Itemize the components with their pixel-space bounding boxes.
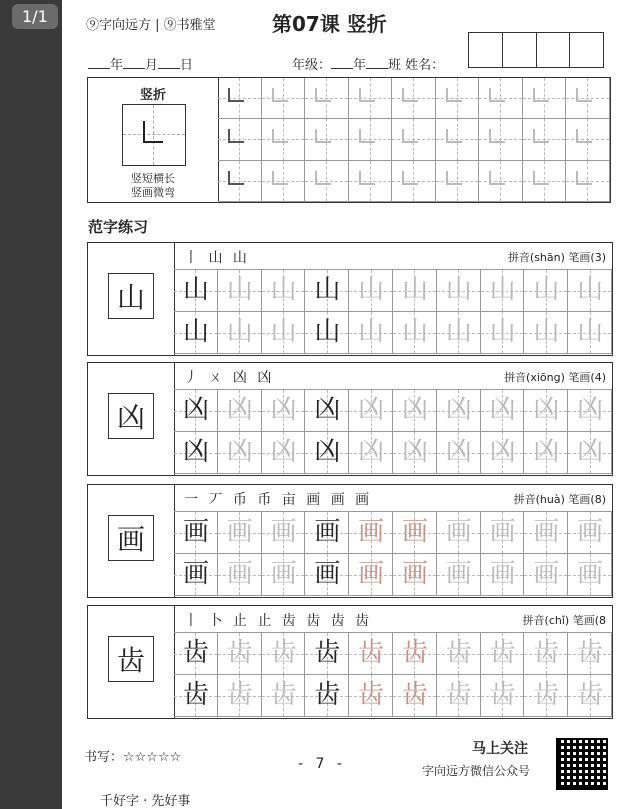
practice-cell[interactable] (436, 161, 480, 202)
model-character: 凶 (108, 393, 154, 439)
practice-character: 画 (445, 559, 472, 589)
practice-cell[interactable] (349, 119, 393, 160)
practice-cell[interactable] (393, 512, 437, 554)
practice-cell[interactable] (437, 390, 481, 432)
practice-cell[interactable] (349, 161, 393, 202)
model-character-card (88, 363, 175, 475)
practice-cell[interactable] (437, 633, 481, 675)
character-practice-grid[interactable] (174, 389, 612, 474)
practice-character: 山 (533, 317, 560, 347)
practice-cell[interactable] (481, 675, 525, 717)
practice-character: 齿 (577, 638, 604, 668)
practice-character: 山 (226, 275, 253, 305)
practice-cell[interactable] (479, 78, 523, 119)
practice-cell[interactable] (568, 312, 612, 354)
practice-cell[interactable] (174, 633, 218, 675)
stroke-order: 一 丆 币 币 亩 画 画 画 (184, 492, 373, 508)
practice-cell[interactable] (349, 633, 393, 675)
practice-cell[interactable] (436, 119, 480, 160)
practice-character: 画 (270, 559, 297, 589)
practice-character: 齿 (182, 680, 209, 710)
practice-character: 山 (445, 317, 472, 347)
practice-cell[interactable] (481, 554, 525, 596)
practice-character: 山 (314, 317, 341, 347)
practice-cell[interactable] (349, 512, 393, 554)
pinyin-strokes: 拼音(huà) 笔画(8) (513, 493, 606, 506)
practice-cell[interactable] (174, 512, 218, 554)
stroke-name: 竖折 (139, 88, 166, 103)
character-practice-grid[interactable] (174, 632, 612, 717)
practice-cell[interactable] (174, 270, 218, 312)
practice-character: 画 (314, 517, 341, 547)
practice-cell[interactable] (523, 119, 567, 160)
practice-character: 凶 (358, 395, 385, 425)
practice-character: 画 (358, 517, 385, 547)
practice-character: 画 (182, 559, 209, 589)
section-title: 范字练习 (88, 218, 149, 236)
practice-character: 齿 (533, 680, 560, 710)
practice-cell[interactable] (393, 432, 437, 474)
stroke-order: 丿 ㄨ 凶 凶 (184, 370, 275, 386)
practice-cell[interactable] (349, 78, 393, 119)
practice-character: 山 (358, 317, 385, 347)
practice-cell[interactable] (174, 390, 218, 432)
practice-cell[interactable] (305, 119, 349, 160)
practice-character: 画 (401, 559, 428, 589)
practice-cell[interactable] (218, 78, 262, 119)
practice-character: 齿 (358, 638, 385, 668)
pinyin-strokes: 拼音(chǐ) 笔画(8 (522, 614, 606, 627)
practice-cell[interactable] (262, 270, 306, 312)
practice-cell[interactable] (523, 161, 567, 202)
practice-cell[interactable] (218, 554, 262, 596)
practice-cell[interactable] (218, 390, 262, 432)
practice-cell[interactable] (393, 390, 437, 432)
practice-cell[interactable] (392, 119, 436, 160)
model-character: 山 (108, 273, 154, 319)
practice-character: 画 (270, 517, 297, 547)
practice-cell[interactable] (568, 432, 612, 474)
practice-cell[interactable] (262, 119, 306, 160)
practice-cell[interactable] (479, 119, 523, 160)
practice-character: 画 (489, 517, 516, 547)
practice-cell[interactable] (305, 270, 349, 312)
practice-cell[interactable] (437, 554, 481, 596)
brand-logo-text: ⑨字向远方 | ⑨书雅堂 (86, 18, 216, 33)
practice-character: 齿 (445, 638, 472, 668)
practice-cell[interactable] (568, 390, 612, 432)
practice-character: 画 (445, 517, 472, 547)
model-character-card (88, 485, 175, 597)
character-block (87, 242, 613, 356)
stroke-note: 竖画微弯 (131, 186, 175, 199)
practice-cell[interactable] (262, 78, 306, 119)
practice-cell[interactable] (392, 161, 436, 202)
practice-cell[interactable] (437, 312, 481, 354)
practice-cell[interactable] (218, 675, 262, 717)
practice-character: 画 (182, 517, 209, 547)
stroke-order: 丨 卜 止 止 齿 齿 齿 齿 (184, 613, 373, 629)
practice-cell[interactable] (262, 512, 306, 554)
practice-character: 齿 (270, 638, 297, 668)
practice-cell[interactable] (305, 390, 349, 432)
practice-cell[interactable] (305, 554, 349, 596)
practice-character: 齿 (489, 638, 516, 668)
practice-character: 山 (182, 317, 209, 347)
practice-character: 画 (358, 559, 385, 589)
account-text: 字向远方微信公众号 (422, 764, 531, 778)
practice-character: 画 (401, 517, 428, 547)
practice-cell[interactable] (218, 512, 262, 554)
model-character: 齿 (108, 636, 154, 682)
worksheet-page (62, 0, 640, 809)
practice-character: 凶 (533, 437, 560, 467)
practice-cell[interactable] (393, 554, 437, 596)
practice-character: 凶 (401, 395, 428, 425)
practice-cell[interactable] (349, 312, 393, 354)
practice-character: 凶 (270, 437, 297, 467)
rating-stars: 书写：☆☆☆☆☆ (84, 750, 182, 765)
practice-cell[interactable] (481, 512, 525, 554)
practice-character: 凶 (182, 437, 209, 467)
practice-character: 凶 (314, 437, 341, 467)
page-indicator: 1/1 (12, 4, 58, 29)
practice-character: 凶 (445, 437, 472, 467)
page-number: - 7 - (298, 756, 346, 772)
practice-cell[interactable] (524, 675, 568, 717)
stroke-grid[interactable] (218, 78, 610, 202)
practice-cell[interactable] (174, 312, 218, 354)
practice-cell[interactable] (524, 633, 568, 675)
practice-character: 凶 (577, 395, 604, 425)
practice-character: 山 (533, 275, 560, 305)
practice-cell[interactable] (568, 675, 612, 717)
practice-character: 凶 (489, 437, 516, 467)
practice-character: 凶 (445, 395, 472, 425)
practice-cell[interactable] (218, 633, 262, 675)
practice-cell[interactable] (568, 270, 612, 312)
practice-character: 画 (533, 559, 560, 589)
practice-cell[interactable] (523, 78, 567, 119)
practice-cell[interactable] (393, 633, 437, 675)
practice-character: 画 (489, 559, 516, 589)
practice-character: 齿 (314, 638, 341, 668)
practice-character: 画 (226, 559, 253, 589)
practice-character: 山 (445, 275, 472, 305)
practice-character: 齿 (401, 680, 428, 710)
practice-cell[interactable] (305, 512, 349, 554)
practice-cell[interactable] (174, 554, 218, 596)
pinyin-strokes: 拼音(shān) 笔画(3) (507, 251, 606, 264)
practice-cell[interactable] (262, 312, 306, 354)
practice-cell[interactable] (566, 78, 610, 119)
practice-cell[interactable] (524, 390, 568, 432)
practice-character: 凶 (226, 437, 253, 467)
practice-character: 凶 (489, 395, 516, 425)
practice-cell[interactable] (568, 554, 612, 596)
practice-cell[interactable] (481, 312, 525, 354)
practice-cell[interactable] (174, 675, 218, 717)
practice-cell[interactable] (349, 432, 393, 474)
practice-character: 画 (533, 517, 560, 547)
practice-character: 画 (577, 517, 604, 547)
practice-cell[interactable] (262, 390, 306, 432)
practice-cell[interactable] (393, 675, 437, 717)
practice-cell[interactable] (305, 633, 349, 675)
practice-cell[interactable] (349, 675, 393, 717)
practice-cell[interactable] (262, 432, 306, 474)
practice-character: 齿 (489, 680, 516, 710)
practice-cell[interactable] (524, 554, 568, 596)
practice-cell[interactable] (305, 312, 349, 354)
model-character-card (88, 606, 175, 718)
practice-character: 凶 (182, 395, 209, 425)
practice-cell[interactable] (437, 512, 481, 554)
practice-character: 凶 (533, 395, 560, 425)
stroke-practice-box (87, 77, 611, 203)
practice-cell[interactable] (436, 78, 480, 119)
practice-character: 凶 (577, 437, 604, 467)
practice-cell[interactable] (524, 270, 568, 312)
practice-cell[interactable] (349, 390, 393, 432)
practice-character: 凶 (226, 395, 253, 425)
practice-cell[interactable] (393, 270, 437, 312)
qr-code-icon (556, 738, 608, 790)
practice-character: 齿 (226, 680, 253, 710)
practice-cell[interactable] (393, 312, 437, 354)
practice-character: 凶 (401, 437, 428, 467)
practice-cell[interactable] (566, 161, 610, 202)
practice-character: 山 (182, 275, 209, 305)
practice-character: 山 (314, 275, 341, 305)
practice-character: 山 (577, 317, 604, 347)
practice-cell[interactable] (481, 390, 525, 432)
practice-cell[interactable] (566, 119, 610, 160)
practice-character: 凶 (270, 395, 297, 425)
practice-character: 齿 (358, 680, 385, 710)
practice-cell[interactable] (349, 270, 393, 312)
stroke-diagram (122, 104, 186, 166)
practice-cell[interactable] (262, 633, 306, 675)
practice-character: 山 (489, 317, 516, 347)
practice-character: 凶 (358, 437, 385, 467)
practice-cell[interactable] (481, 270, 525, 312)
practice-character: 齿 (445, 680, 472, 710)
practice-cell[interactable] (481, 633, 525, 675)
practice-character: 山 (270, 275, 297, 305)
practice-cell[interactable] (174, 432, 218, 474)
practice-cell[interactable] (218, 119, 262, 160)
practice-character: 画 (314, 559, 341, 589)
page-title: 第07课 竖折 (272, 12, 387, 36)
practice-cell[interactable] (218, 432, 262, 474)
practice-character: 山 (226, 317, 253, 347)
stroke-order: 丨 山 山 (184, 250, 250, 266)
practice-cell[interactable] (305, 675, 349, 717)
model-character-card (88, 243, 175, 355)
stroke-note: 竖短横长 (131, 172, 175, 185)
practice-cell[interactable] (524, 432, 568, 474)
practice-cell[interactable] (568, 512, 612, 554)
grade-line: 年级： 年 班 姓名： (292, 58, 445, 73)
practice-cell[interactable] (305, 161, 349, 202)
practice-cell[interactable] (218, 161, 262, 202)
character-practice-grid[interactable] (174, 511, 612, 596)
practice-character: 齿 (182, 638, 209, 668)
name-boxes[interactable] (468, 32, 604, 68)
practice-cell[interactable] (481, 432, 525, 474)
practice-character: 齿 (533, 638, 560, 668)
character-block (87, 605, 613, 719)
practice-character: 齿 (314, 680, 341, 710)
practice-character: 画 (577, 559, 604, 589)
practice-cell[interactable] (262, 554, 306, 596)
character-block (87, 484, 613, 598)
practice-character: 山 (401, 317, 428, 347)
practice-cell[interactable] (305, 78, 349, 119)
practice-character: 山 (270, 317, 297, 347)
practice-cell[interactable] (568, 633, 612, 675)
cut-off-text: 千好字 · 先好事 (100, 794, 191, 809)
date-line: 年 月 日 (88, 54, 193, 73)
practice-character: 山 (358, 275, 385, 305)
pinyin-strokes: 拼音(xiōng) 笔画(4) (504, 371, 606, 384)
practice-cell[interactable] (479, 161, 523, 202)
practice-character: 齿 (226, 638, 253, 668)
practice-cell[interactable] (349, 554, 393, 596)
practice-cell[interactable] (437, 432, 481, 474)
practice-character: 齿 (401, 638, 428, 668)
practice-cell[interactable] (392, 78, 436, 119)
character-block (87, 362, 613, 476)
practice-cell[interactable] (262, 161, 306, 202)
practice-cell[interactable] (218, 270, 262, 312)
practice-cell[interactable] (437, 270, 481, 312)
character-practice-grid[interactable] (174, 269, 612, 354)
practice-cell[interactable] (305, 432, 349, 474)
practice-cell[interactable] (262, 675, 306, 717)
practice-cell[interactable] (524, 512, 568, 554)
practice-character: 画 (226, 517, 253, 547)
practice-character: 齿 (577, 680, 604, 710)
model-character: 画 (108, 515, 154, 561)
follow-text: 马上关注 (472, 741, 528, 757)
practice-character: 山 (401, 275, 428, 305)
practice-cell[interactable] (437, 675, 481, 717)
practice-cell[interactable] (524, 312, 568, 354)
practice-character: 山 (577, 275, 604, 305)
practice-character: 齿 (270, 680, 297, 710)
practice-character: 山 (489, 275, 516, 305)
practice-character: 凶 (314, 395, 341, 425)
stroke-card (88, 78, 219, 202)
practice-cell[interactable] (218, 312, 262, 354)
